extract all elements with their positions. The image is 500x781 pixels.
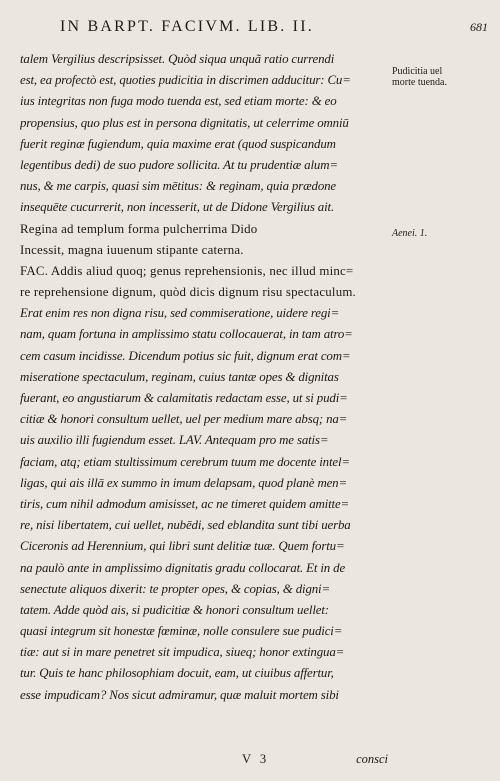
text-line: re reprehensione dignum, quòd dicis dignum risu spectaculum. [20,285,356,300]
text-line: propensius, quo plus est in persona dignitatis, ut celerrime omniū [20,115,349,130]
text-line: nus, & me carpis, quasi sim mētitus: & reginam, quia prædone [20,179,337,194]
text-line: FAC. Addis aliud quoq; genus reprehensionis, nec illud minc= [20,263,354,278]
text-line: tiris, cum nihil admodum amisisset, ac ne timeret quidem amitte= [20,496,350,511]
text-line: Erat enim res non digna risu, sed commiseratione, uidere regi= [20,306,340,321]
text-line: cem casum incidisse. Dicendum potius sic fuit, dignum erat com= [20,348,351,363]
quote-line: Incessit, magna iuuenum stipante caterna. [20,242,244,257]
text-line: ius integritas non fuga modo tuenda est, sed etiam morte: & eo [20,94,337,109]
page-footer [20,752,388,772]
running-head: IN BARPT. FACIVM. LIB. II. [60,18,314,35]
page-number: 681 [470,20,488,34]
text-line: na paulò ante in amplissimo dignitatis gradu collocarat. Et in de [20,560,346,575]
signature-mark: V 3 [242,752,270,766]
text-line: faciam, atq; etiam stultissimum cerebrum tuum me docente intel= [20,454,350,469]
text-line: citiæ & honori consultum uellet, uel per medium mare absq; na= [20,412,348,427]
text-line: est, ea profectò est, quoties pudicitia in discrimen adducitur: Cu= [20,73,351,88]
margin-note-pudicitia: Pudicitia uel morte tuenda. [392,66,447,88]
text-line: Ciceronis ad Herennium, qui libri sunt delitiæ tuæ. Quem fortu= [20,539,345,554]
text-line: talem Vergilius descripsisset. Quòd siqua unquã ratio currendi [20,52,335,66]
main-text-block [20,49,388,706]
page-header [60,18,488,40]
margin-note-aeneid: Aenei. 1. [392,228,428,239]
text-line: uis auxilio illi fugiendum esset. LAV. Antequam pro me satis= [20,433,329,448]
text-line: re, nisi libertatem, cui uellet, nubēdi, sed eblandita sunt tibi uerba [20,518,351,533]
text-line: tiæ: aut si in mare penetret sit impudica, siueq; honor extingua= [20,645,345,660]
text-line: tur. Quis te hanc philosophiam docuit, eam, ut ciuibus affertur, [20,666,334,681]
catchword: consci [356,752,388,766]
text-line: tatem. Adde quòd ais, si pudicitiæ & honori consultum uellet: [20,602,329,617]
text-line: miseratione spectaculum, reginam, cuius tantæ opes & dignitas [20,369,339,384]
text-line: insequēte cucurrerit, non incesserit, ut de Didone Vergilius ait. [20,200,335,215]
quote-line: Regina ad templum forma pulcherrima Dido [20,221,258,236]
text-line: nam, quam fortuna in amplissimo statu collocauerat, in tam atro= [20,327,353,342]
text-line: esse impudicam? Nos sicut admiramur, quæ maluit mortem sibi [20,687,339,702]
text-line: legentibus dedi) de suo pudore sollicita. At tu prudentiæ alum= [20,157,338,172]
text-line: senectute aliquos dixerit: te propter opes, & copias, & digni= [20,581,331,596]
text-line: fuerant, eo angustiarum & calamitatis redactam esse, ut si pudi= [20,391,348,405]
text-line: ligas, qui ais illā ex summo in imum delapsam, quod planè men= [20,475,348,490]
text-line: quasi integrum sit honestæ fœminæ, nolle consulere sue pudici= [20,624,343,639]
text-line: fuerit reginæ fugiendum, quia maxime erat (quod suspicandum [20,136,336,151]
